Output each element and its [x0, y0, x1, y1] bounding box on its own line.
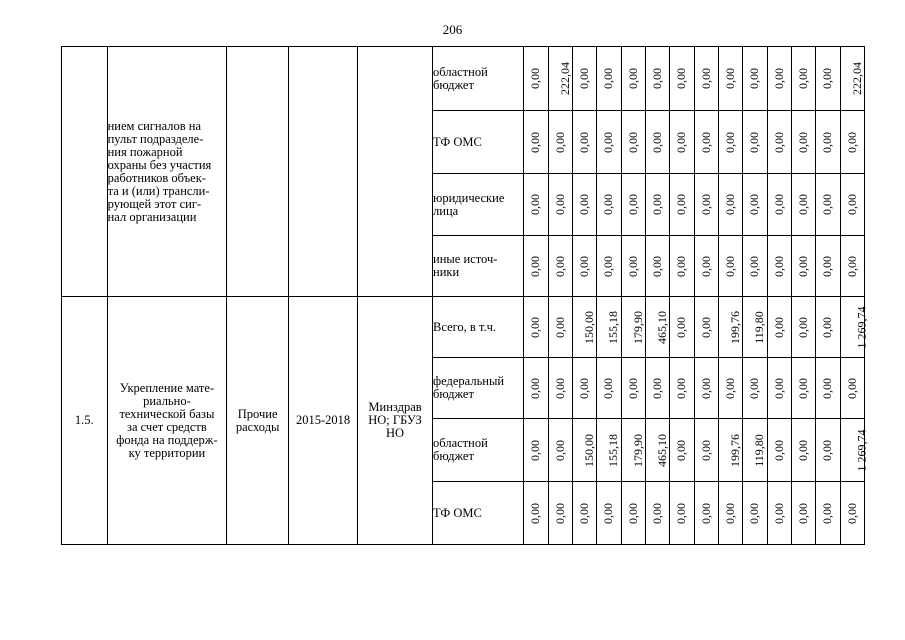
value-cell: 0,00	[548, 482, 572, 545]
value-cell: 0,00	[548, 358, 572, 419]
row-number-cell: 1.5.	[62, 297, 108, 545]
value-cell: 1 269,74	[840, 297, 864, 358]
value-cell: 0,00	[670, 358, 694, 419]
value-cell: 0,00	[645, 174, 669, 236]
value-cell: 0,00	[743, 47, 767, 111]
value-cell: 0,00	[548, 297, 572, 358]
value-cell: 0,00	[597, 358, 621, 419]
funding-source-cell: федеральный бюджет	[433, 358, 524, 419]
value-cell: 0,00	[840, 174, 864, 236]
value-cell: 0,00	[791, 419, 815, 482]
value-cell: 0,00	[670, 47, 694, 111]
funding-source-cell: областной бюджет	[433, 419, 524, 482]
value-cell: 0,00	[670, 419, 694, 482]
value-cell: 0,00	[767, 482, 791, 545]
value-cell: 0,00	[645, 111, 669, 174]
value-cell: 0,00	[524, 482, 548, 545]
funding-source-cell: юридические лица	[433, 174, 524, 236]
value-cell: 0,00	[767, 111, 791, 174]
value-cell: 0,00	[694, 236, 718, 297]
value-cell: 0,00	[548, 419, 572, 482]
value-cell: 0,00	[791, 358, 815, 419]
value-cell: 1 269,74	[840, 419, 864, 482]
value-cell: 0,00	[670, 174, 694, 236]
table-row	[62, 297, 865, 358]
value-cell: 199,76	[718, 297, 742, 358]
value-cell: 119,80	[743, 297, 767, 358]
value-cell: 0,00	[597, 111, 621, 174]
value-cell: 0,00	[767, 47, 791, 111]
expense-type-cell: Прочие расходы	[227, 297, 289, 545]
value-cell: 0,00	[597, 47, 621, 111]
value-cell: 0,00	[718, 174, 742, 236]
value-cell: 0,00	[621, 174, 645, 236]
period-cell: 2015-2018	[289, 297, 358, 545]
value-cell: 0,00	[645, 358, 669, 419]
value-cell: 0,00	[597, 482, 621, 545]
value-cell: 0,00	[718, 47, 742, 111]
value-cell: 0,00	[572, 174, 596, 236]
value-cell: 0,00	[694, 358, 718, 419]
value-cell: 150,00	[572, 297, 596, 358]
value-cell: 0,00	[718, 358, 742, 419]
value-cell: 0,00	[816, 419, 840, 482]
value-cell: 0,00	[816, 482, 840, 545]
value-cell: 0,00	[694, 297, 718, 358]
value-cell: 0,00	[597, 236, 621, 297]
value-cell: 0,00	[791, 47, 815, 111]
value-cell: 0,00	[791, 297, 815, 358]
value-cell: 0,00	[694, 482, 718, 545]
value-cell: 0,00	[743, 358, 767, 419]
value-cell: 0,00	[816, 297, 840, 358]
table-body	[62, 47, 869, 545]
value-cell: 0,00	[621, 47, 645, 111]
value-cell: 0,00	[524, 358, 548, 419]
value-cell: 0,00	[816, 47, 840, 111]
budget-table	[61, 46, 869, 545]
value-cell: 0,00	[621, 236, 645, 297]
value-cell: 0,00	[718, 236, 742, 297]
value-cell: 0,00	[670, 297, 694, 358]
value-cell: 0,00	[743, 482, 767, 545]
value-cell: 0,00	[645, 482, 669, 545]
value-cell: 0,00	[791, 111, 815, 174]
value-cell: 0,00	[621, 358, 645, 419]
value-cell: 0,00	[524, 47, 548, 111]
value-cell: 155,18	[597, 419, 621, 482]
row-number-cell	[62, 47, 108, 297]
value-cell: 222,04	[840, 47, 864, 111]
value-cell: 0,00	[767, 297, 791, 358]
value-cell: 0,00	[524, 174, 548, 236]
value-cell: 0,00	[572, 236, 596, 297]
expense-type-cell	[227, 47, 289, 297]
value-cell: 179,90	[621, 297, 645, 358]
value-cell: 0,00	[572, 358, 596, 419]
value-cell: 0,00	[524, 111, 548, 174]
value-cell: 0,00	[645, 236, 669, 297]
value-cell: 0,00	[767, 358, 791, 419]
value-cell: 222,04	[548, 47, 572, 111]
value-cell: 0,00	[816, 174, 840, 236]
value-cell: 0,00	[718, 482, 742, 545]
value-cell: 0,00	[548, 111, 572, 174]
value-cell: 155,18	[597, 297, 621, 358]
funding-source-cell: ТФ ОМС	[433, 111, 524, 174]
description-cell: нием сигналов на пульт подразделе- ния пожарной охраны без участия работников объек- та и (или) трансли- рующей этот сиг- нал организации	[107, 47, 227, 297]
funding-source-cell: областной бюджет	[433, 47, 524, 111]
value-cell: 0,00	[791, 482, 815, 545]
value-cell: 0,00	[840, 111, 864, 174]
funding-source-cell: Всего, в т.ч.	[433, 297, 524, 358]
value-cell: 0,00	[621, 111, 645, 174]
page-number: 206	[442, 22, 463, 37]
value-cell: 0,00	[524, 297, 548, 358]
value-cell: 0,00	[524, 236, 548, 297]
funding-source-cell: ТФ ОМС	[433, 482, 524, 545]
value-cell: 0,00	[572, 111, 596, 174]
value-cell: 0,00	[816, 236, 840, 297]
table-row	[62, 47, 865, 111]
value-cell: 0,00	[718, 111, 742, 174]
value-cell: 199,76	[718, 419, 742, 482]
value-cell: 465,10	[645, 297, 669, 358]
value-cell: 465,10	[645, 419, 669, 482]
value-cell: 0,00	[840, 236, 864, 297]
value-cell: 0,00	[621, 482, 645, 545]
executor-cell	[358, 47, 433, 297]
value-cell: 0,00	[816, 111, 840, 174]
value-cell: 0,00	[670, 111, 694, 174]
value-cell: 0,00	[743, 236, 767, 297]
value-cell: 0,00	[694, 47, 718, 111]
value-cell: 0,00	[597, 174, 621, 236]
value-cell: 0,00	[572, 47, 596, 111]
description-cell: Укрепление мате- риально- технической базы за счет средств фонда на поддерж- ку территории	[107, 297, 227, 545]
value-cell: 0,00	[743, 111, 767, 174]
value-cell: 0,00	[791, 236, 815, 297]
value-cell: 0,00	[767, 174, 791, 236]
value-cell: 150,00	[572, 419, 596, 482]
value-cell: 0,00	[645, 47, 669, 111]
value-cell: 0,00	[524, 419, 548, 482]
value-cell: 0,00	[694, 419, 718, 482]
value-cell: 0,00	[840, 482, 864, 545]
value-cell: 0,00	[670, 482, 694, 545]
value-cell: 0,00	[548, 174, 572, 236]
value-cell: 0,00	[743, 174, 767, 236]
value-cell: 0,00	[694, 111, 718, 174]
value-cell: 0,00	[767, 236, 791, 297]
executor-cell: Минздрав НО; ГБУЗ НО	[358, 297, 433, 545]
value-cell: 0,00	[767, 419, 791, 482]
value-cell: 0,00	[548, 236, 572, 297]
value-cell: 0,00	[670, 236, 694, 297]
value-cell: 179,90	[621, 419, 645, 482]
value-cell: 0,00	[791, 174, 815, 236]
period-cell	[289, 47, 358, 297]
funding-source-cell: иные источ- ники	[433, 236, 524, 297]
value-cell: 0,00	[572, 482, 596, 545]
value-cell: 0,00	[816, 358, 840, 419]
value-cell: 0,00	[694, 174, 718, 236]
value-cell: 119,80	[743, 419, 767, 482]
value-cell: 0,00	[840, 358, 864, 419]
